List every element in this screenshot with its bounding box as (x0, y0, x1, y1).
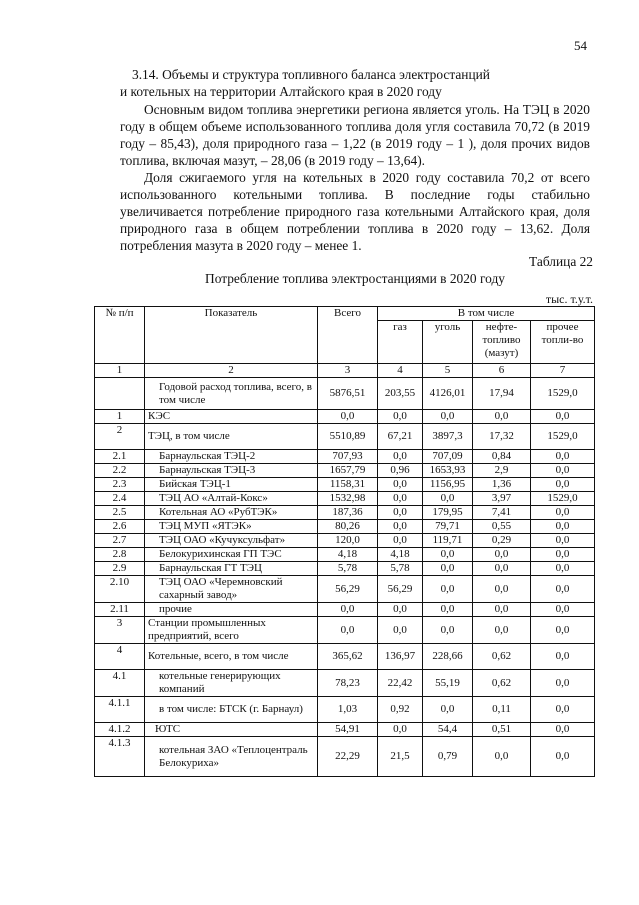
row-total-cell: 0,0 (318, 410, 378, 424)
table-row (95, 562, 595, 576)
heading-line-2: и котельных на территории Алтайского края в 2020 году (120, 84, 442, 99)
index-cell: 5 (423, 364, 473, 378)
row-total-cell: 120,0 (318, 534, 378, 548)
index-cell: 7 (531, 364, 595, 378)
row-total-cell: 22,29 (318, 737, 378, 777)
header-indicator: Показатель (145, 307, 318, 364)
section-heading (120, 66, 590, 100)
row-other-cell: 0,0 (531, 562, 595, 576)
row-oil-cell: 0,62 (473, 670, 531, 697)
row-coal-cell: 0,0 (423, 617, 473, 644)
row-other-cell: 0,0 (531, 617, 595, 644)
row-other-cell: 0,0 (531, 464, 595, 478)
row-gas-cell: 0,0 (378, 603, 423, 617)
row-oil-cell: 1,36 (473, 478, 531, 492)
row-indicator-cell: КЭС (145, 410, 318, 424)
row-indicator-cell: Котельные, всего, в том числе (145, 644, 318, 670)
row-total-cell: 5876,51 (318, 378, 378, 410)
row-indicator-cell: Котельная АО «РубТЭК» (145, 506, 318, 520)
row-oil-cell: 0,0 (473, 603, 531, 617)
header-oil: нефте-топливо (мазут) (473, 321, 531, 364)
row-indicator-cell: ТЭЦ, в том числе (145, 424, 318, 450)
row-num-cell: 2.7 (95, 534, 145, 548)
table-row (95, 378, 595, 410)
row-num-cell: 4.1.1 (95, 697, 145, 723)
row-gas-cell: 203,55 (378, 378, 423, 410)
row-oil-cell: 0,0 (473, 562, 531, 576)
row-gas-cell: 0,0 (378, 520, 423, 534)
row-indicator-cell: Станции промышленных предприятий, всего (145, 617, 318, 644)
row-oil-cell: 0,0 (473, 617, 531, 644)
row-coal-cell: 0,0 (423, 410, 473, 424)
row-oil-cell: 3,97 (473, 492, 531, 506)
row-gas-cell: 5,78 (378, 562, 423, 576)
row-gas-cell: 56,29 (378, 576, 423, 603)
row-coal-cell: 0,0 (423, 562, 473, 576)
row-coal-cell: 0,79 (423, 737, 473, 777)
row-coal-cell: 54,4 (423, 723, 473, 737)
row-num-cell: 4.1.2 (95, 723, 145, 737)
row-gas-cell: 67,21 (378, 424, 423, 450)
row-coal-cell: 1156,95 (423, 478, 473, 492)
row-coal-cell: 0,0 (423, 697, 473, 723)
index-cell: 3 (318, 364, 378, 378)
row-other-cell: 0,0 (531, 723, 595, 737)
row-coal-cell: 0,0 (423, 548, 473, 562)
row-total-cell: 1657,79 (318, 464, 378, 478)
row-num-cell: 2.11 (95, 603, 145, 617)
table-row (95, 617, 595, 644)
row-total-cell: 0,0 (318, 617, 378, 644)
row-oil-cell: 0,29 (473, 534, 531, 548)
table-row (95, 737, 595, 777)
row-coal-cell: 119,71 (423, 534, 473, 548)
row-oil-cell: 2,9 (473, 464, 531, 478)
row-indicator-cell: Барнаульская ТЭЦ-2 (145, 450, 318, 464)
index-cell: 4 (378, 364, 423, 378)
column-index-row (95, 364, 595, 378)
row-num-cell: 2.1 (95, 450, 145, 464)
row-other-cell: 1529,0 (531, 424, 595, 450)
row-gas-cell: 0,0 (378, 410, 423, 424)
table-row (95, 424, 595, 450)
row-indicator-cell: в том числе: БТСК (г. Барнаул) (145, 697, 318, 723)
row-oil-cell: 7,41 (473, 506, 531, 520)
header-other: прочее топли-во (531, 321, 595, 364)
table-row (95, 520, 595, 534)
row-total-cell: 707,93 (318, 450, 378, 464)
table-row (95, 644, 595, 670)
row-indicator-cell: Барнаульская ГТ ТЭЦ (145, 562, 318, 576)
row-total-cell: 1,03 (318, 697, 378, 723)
table-label: Таблица 22 (529, 254, 593, 269)
row-num-cell: 2.10 (95, 576, 145, 603)
row-total-cell: 1158,31 (318, 478, 378, 492)
row-total-cell: 5,78 (318, 562, 378, 576)
table-row (95, 697, 595, 723)
paragraph-2: Доля сжигаемого угля на котельных в 2020 году составила 70,2 от всего использованного котельными топлива. В последние годы стабильно увеличивается потребление природного газа котельными Алтайского края, доля природного газа в общем потреблении топлива в 2020 году – 13,62. Доля потребления мазута в 2020 году – менее 1. (120, 170, 590, 253)
row-num-cell: 2.9 (95, 562, 145, 576)
row-coal-cell: 55,19 (423, 670, 473, 697)
row-num-cell: 3 (95, 617, 145, 644)
table-caption: Потребление топлива электростанциями в 2020 году (205, 271, 505, 286)
row-oil-cell: 0,51 (473, 723, 531, 737)
table-row (95, 548, 595, 562)
row-oil-cell: 0,0 (473, 737, 531, 777)
row-gas-cell: 0,0 (378, 506, 423, 520)
header-including: В том числе (378, 307, 595, 321)
table-row (95, 506, 595, 520)
row-total-cell: 78,23 (318, 670, 378, 697)
index-cell: 1 (95, 364, 145, 378)
row-other-cell: 1529,0 (531, 492, 595, 506)
row-total-cell: 1532,98 (318, 492, 378, 506)
row-other-cell: 0,0 (531, 697, 595, 723)
row-other-cell: 0,0 (531, 450, 595, 464)
row-other-cell: 0,0 (531, 506, 595, 520)
row-num-cell: 4.1.3 (95, 737, 145, 777)
table-row (95, 603, 595, 617)
row-coal-cell: 707,09 (423, 450, 473, 464)
row-oil-cell: 0,55 (473, 520, 531, 534)
row-other-cell: 0,0 (531, 410, 595, 424)
row-oil-cell: 17,94 (473, 378, 531, 410)
row-num-cell: 2.5 (95, 506, 145, 520)
page-number: 54 (574, 38, 587, 53)
row-num-cell: 2.4 (95, 492, 145, 506)
row-coal-cell: 4126,01 (423, 378, 473, 410)
table-row (95, 450, 595, 464)
row-other-cell: 0,0 (531, 644, 595, 670)
row-coal-cell: 0,0 (423, 492, 473, 506)
row-coal-cell: 0,0 (423, 603, 473, 617)
row-num-cell (95, 378, 145, 410)
row-total-cell: 5510,89 (318, 424, 378, 450)
paragraph-1: Основным видом топлива энергетики региона является уголь. На ТЭЦ в 2020 году в общем объеме использованного топлива доля угля составила 70,72 (в 2019 году – 85,43), доля природного газа – 1,22 (в 2019 году – 1 ), доля прочих видов топлива, включая мазут, – 28,06 (в 2019 году – 13,64). (120, 102, 590, 168)
row-num-cell: 2.2 (95, 464, 145, 478)
row-other-cell: 0,0 (531, 576, 595, 603)
row-gas-cell: 0,92 (378, 697, 423, 723)
table-row (95, 464, 595, 478)
row-indicator-cell: ТЭЦ ОАО «Черемновский сахарный завод» (145, 576, 318, 603)
row-indicator-cell: Бийская ТЭЦ-1 (145, 478, 318, 492)
row-total-cell: 0,0 (318, 603, 378, 617)
row-coal-cell: 1653,93 (423, 464, 473, 478)
row-num-cell: 2.3 (95, 478, 145, 492)
row-gas-cell: 21,5 (378, 737, 423, 777)
row-oil-cell: 0,0 (473, 410, 531, 424)
index-cell: 2 (145, 364, 318, 378)
row-gas-cell: 0,0 (378, 534, 423, 548)
row-other-cell: 0,0 (531, 670, 595, 697)
row-gas-cell: 0,0 (378, 617, 423, 644)
row-indicator-cell: ТЭЦ МУП «ЯТЭК» (145, 520, 318, 534)
row-indicator-cell: ТЭЦ ОАО «Кучуксульфат» (145, 534, 318, 548)
table-row (95, 534, 595, 548)
row-num-cell: 4.1 (95, 670, 145, 697)
table-row (95, 410, 595, 424)
row-indicator-cell: прочие (145, 603, 318, 617)
row-gas-cell: 4,18 (378, 548, 423, 562)
row-gas-cell: 0,0 (378, 478, 423, 492)
row-num-cell: 2.8 (95, 548, 145, 562)
table-row (95, 723, 595, 737)
header-total: Всего (318, 307, 378, 364)
row-oil-cell: 0,84 (473, 450, 531, 464)
row-indicator-cell: котельные генерирующих компаний (145, 670, 318, 697)
row-coal-cell: 0,0 (423, 576, 473, 603)
row-indicator-cell: Годовой расход топлива, всего, в том числе (145, 378, 318, 410)
row-coal-cell: 179,95 (423, 506, 473, 520)
row-coal-cell: 3897,3 (423, 424, 473, 450)
row-indicator-cell: Барнаульская ТЭЦ-3 (145, 464, 318, 478)
row-other-cell: 0,0 (531, 548, 595, 562)
row-indicator-cell: Белокурихинская ГП ТЭС (145, 548, 318, 562)
row-total-cell: 54,91 (318, 723, 378, 737)
row-num-cell: 2 (95, 424, 145, 450)
header-gas: газ (378, 321, 423, 364)
row-oil-cell: 0,11 (473, 697, 531, 723)
row-oil-cell: 0,62 (473, 644, 531, 670)
header-coal: уголь (423, 321, 473, 364)
row-indicator-cell: ЮТС (145, 723, 318, 737)
row-other-cell: 0,0 (531, 603, 595, 617)
row-total-cell: 187,36 (318, 506, 378, 520)
row-gas-cell: 0,0 (378, 492, 423, 506)
row-gas-cell: 0,0 (378, 450, 423, 464)
row-oil-cell: 0,0 (473, 548, 531, 562)
row-oil-cell: 17,32 (473, 424, 531, 450)
row-coal-cell: 228,66 (423, 644, 473, 670)
row-num-cell: 2.6 (95, 520, 145, 534)
row-num-cell: 4 (95, 644, 145, 670)
table-row (95, 670, 595, 697)
row-total-cell: 4,18 (318, 548, 378, 562)
row-total-cell: 80,26 (318, 520, 378, 534)
fuel-consumption-table (94, 306, 595, 777)
index-cell: 6 (473, 364, 531, 378)
row-gas-cell: 0,96 (378, 464, 423, 478)
table-units: тыс. т.у.т. (545, 292, 593, 306)
row-oil-cell: 0,0 (473, 576, 531, 603)
row-num-cell: 1 (95, 410, 145, 424)
row-gas-cell: 0,0 (378, 723, 423, 737)
row-other-cell: 0,0 (531, 737, 595, 777)
row-coal-cell: 79,71 (423, 520, 473, 534)
table-row (95, 576, 595, 603)
row-other-cell: 0,0 (531, 520, 595, 534)
row-total-cell: 365,62 (318, 644, 378, 670)
row-gas-cell: 136,97 (378, 644, 423, 670)
row-indicator-cell: котельная ЗАО «Теплоцентраль Белокуриха» (145, 737, 318, 777)
table-row (95, 478, 595, 492)
row-other-cell: 0,0 (531, 534, 595, 548)
row-other-cell: 0,0 (531, 478, 595, 492)
row-indicator-cell: ТЭЦ АО «Алтай-Кокс» (145, 492, 318, 506)
row-gas-cell: 22,42 (378, 670, 423, 697)
header-num: № п/п (95, 307, 145, 364)
row-total-cell: 56,29 (318, 576, 378, 603)
heading-line-1: 3.14. Объемы и структура топливного баланса электростанций (132, 67, 490, 82)
row-other-cell: 1529,0 (531, 378, 595, 410)
table-row (95, 492, 595, 506)
